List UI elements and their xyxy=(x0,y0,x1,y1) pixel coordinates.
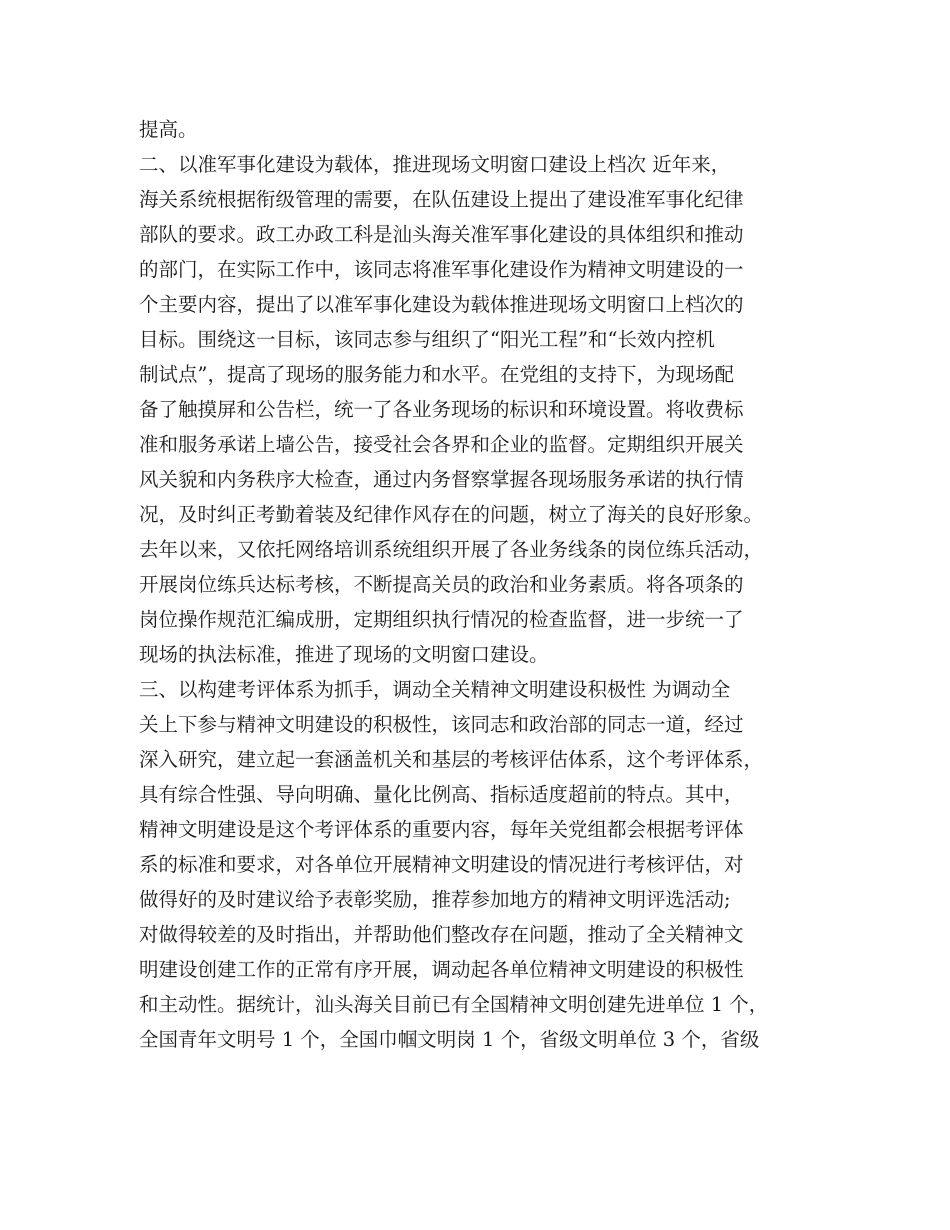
document-body xyxy=(139,112,819,1057)
text-line: 的部门，在实际工作中，该同志将准军事化建设作为精神文明建设的一 xyxy=(139,258,744,281)
text-line: 明建设创建工作的正常有序开展，调动起各单位精神文明建设的积极性 xyxy=(139,958,744,981)
text-line: 具有综合性强、导向明确、量化比例高、指标适度超前的特点。其中， xyxy=(139,783,744,806)
text-line: 备了触摸屏和公告栏，统一了各业务现场的标识和环境设置。将收费标 xyxy=(139,398,744,421)
text-line: 全国青年文明号 1 个，全国巾帼文明岗 1 个，省级文明单位 3 个，省级 xyxy=(139,1028,760,1051)
text-line: 制试点”，提高了现场的服务能力和水平。在党组的支持下，为现场配 xyxy=(139,363,734,386)
text-line: 对做得较差的及时指出，并帮助他们整改存在问题，推动了全关精神文 xyxy=(139,923,744,946)
text-line: 和主动性。据统计，汕头海关目前已有全国精神文明创建先进单位 1 个， xyxy=(139,993,769,1016)
text-line: 海关系统根据衔级管理的需要，在队伍建设上提出了建设准军事化纪律 xyxy=(139,188,744,211)
text-line: 提高。 xyxy=(139,118,198,141)
text-line: 目标。围绕这一目标，该同志参与组织了“阳光工程”和“长效内控机 xyxy=(139,328,715,351)
text-line: 准和服务承诺上墙公告，接受社会各界和企业的监督。定期组织开展关 xyxy=(139,433,744,456)
text-line: 精神文明建设是这个考评体系的重要内容，每年关党组都会根据考评体 xyxy=(139,818,744,841)
text-line: 做得好的及时建议给予表彰奖励，推荐参加地方的精神文明评选活动; xyxy=(139,888,731,911)
text-line: 开展岗位练兵达标考核，不断提高关员的政治和业务素质。将各项条的 xyxy=(139,573,744,596)
text-line: 现场的执法标准，推进了现场的文明窗口建设。 xyxy=(139,643,549,666)
text-line: 个主要内容，提出了以准军事化建设为载体推进现场文明窗口上档次的 xyxy=(139,293,744,316)
text-line: 深入研究，建立起一套涵盖机关和基层的考核评估体系，这个考评体系， xyxy=(139,748,764,771)
section-heading-line: 三、以构建考评体系为抓手，调动全关精神文明建设积极性 为调动全 xyxy=(139,678,731,701)
text-line: 岗位操作规范汇编成册，定期组织执行情况的检查监督，进一步统一了 xyxy=(139,608,744,631)
text-line: 况，及时纠正考勤着装及纪律作风存在的问题，树立了海关的良好形象。 xyxy=(139,503,764,526)
text-line: 系的标准和要求，对各单位开展精神文明建设的情况进行考核评估，对 xyxy=(139,853,744,876)
text-line: 部队的要求。政工办政工科是汕头海关准军事化建设的具体组织和推动 xyxy=(139,223,744,246)
section-heading-line: 二、以准军事化建设为载体，推进现场文明窗口建设上档次 近年来， xyxy=(139,153,731,176)
text-line: 去年以来，又依托网络培训系统组织开展了各业务线条的岗位练兵活动， xyxy=(139,538,764,561)
text-line: 关上下参与精神文明建设的积极性，该同志和政治部的同志一道，经过 xyxy=(139,713,744,736)
text-line: 风关貌和内务秩序大检查，通过内务督察掌握各现场服务承诺的执行情 xyxy=(139,468,744,491)
